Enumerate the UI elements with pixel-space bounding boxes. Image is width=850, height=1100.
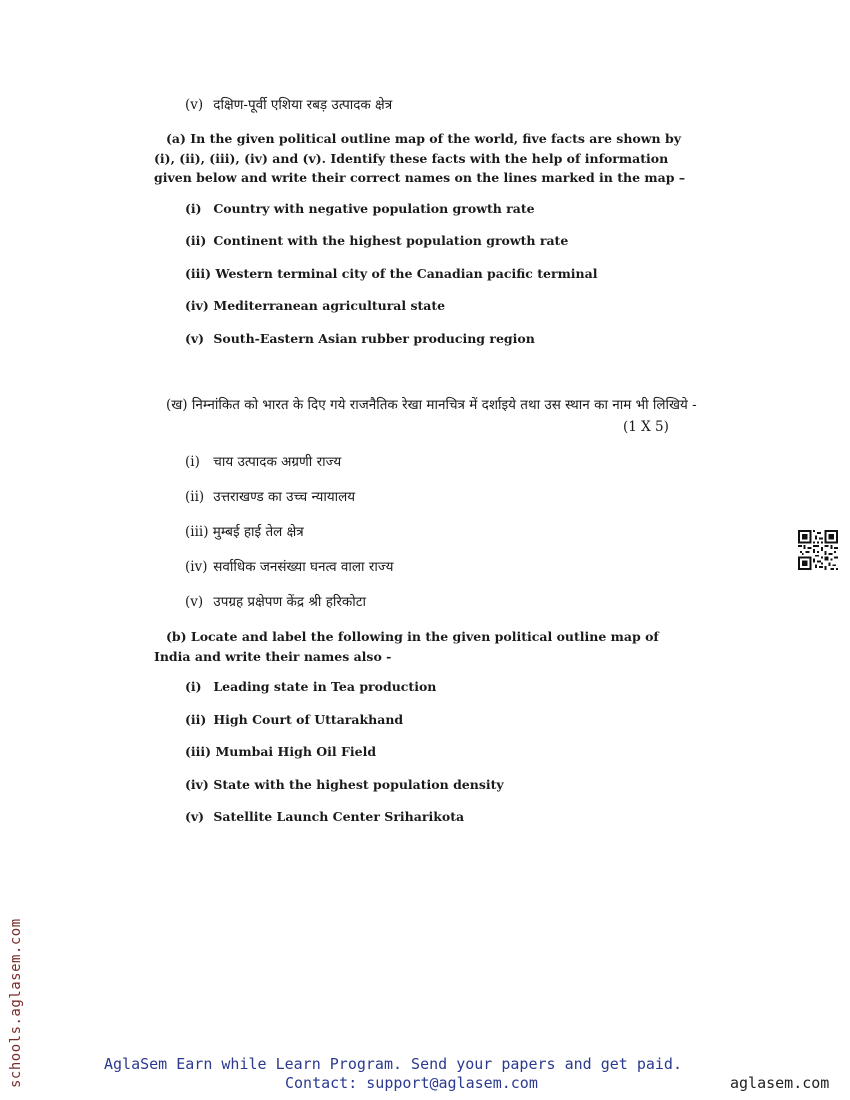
question-b-item [185,777,504,792]
footer-site-link[interactable]: aglasem.com [730,1074,830,1092]
marks-label: (1 X 5) [623,419,669,435]
item-text: Western terminal city of the Canadian pacific terminal [215,266,598,281]
question-kha-item [185,557,393,575]
item-number: (v) [185,594,204,610]
footer-banner: AglaSem Earn while Learn Program. Send your papers and get paid. [104,1055,682,1073]
item-text: दक्षिण-पूर्वी एशिया रबड़ उत्पादक क्षेत्र [213,97,393,113]
item-number: (iv) [185,559,208,575]
item-text: Country with negative population growth rate [213,201,535,216]
question-a-intro [154,129,699,188]
item-number: (i) [185,201,202,216]
question-a-intro-text: (a) In the given political outline map of the world, five facts are shown by (i), (ii), (iii), (iv) and (v). Identify these facts with the help of information given below and write their correct names on the lines marked in the map – [154,131,686,185]
question-kha-item [185,487,355,505]
item-text: Mediterranean agricultural state [213,298,446,313]
question-a-item [185,331,535,346]
item-number: (v) [185,97,204,113]
question-b-intro-text: (b) Locate and label the following in the given political outline map of India and write their names also - [154,629,659,664]
sidebar-url[interactable]: schools.aglasem.com [8,918,24,1088]
item-number: (i) [185,454,200,470]
item-text: उत्तराखण्ड का उच्च न्यायालय [213,489,356,505]
item-number: (iii) [185,524,209,540]
question-kha-intro [154,395,699,416]
qr-code-icon [798,530,838,570]
question-kha-intro-text: (ख) निम्नांकित को भारत के दिए गये राजनैतिक रेखा मानचित्र में दर्शाइये तथा उस स्थान का नाम भी लिखिये - [166,397,697,413]
item-text: Leading state in Tea production [213,679,437,694]
question-b-item [185,679,436,694]
question-b-intro [154,627,699,666]
question-b-item [185,712,403,727]
question-kha-item [185,452,341,470]
question-b-item [185,809,464,824]
item-number: (iv) [185,777,209,792]
item-number: (ii) [185,233,207,248]
item-number: (iii) [185,266,212,281]
item-text: Satellite Launch Center Sriharikota [213,809,465,824]
item-number: (ii) [185,712,207,727]
question-b-item [185,744,376,759]
item-number: (iv) [185,298,209,313]
item-number: (iii) [185,744,212,759]
item-number: (i) [185,679,202,694]
item-number: (v) [185,809,205,824]
item-text: उपग्रह प्रक्षेपण केंद्र श्री हरिकोटा [213,594,367,610]
item-text: State with the highest population density [213,777,504,792]
question-a-item [185,201,535,216]
item-text: Mumbai High Oil Field [215,744,377,759]
item-text: सर्वाधिक जनसंख्या घनत्व वाला राज्य [213,559,394,575]
question-kha-item [185,522,304,540]
question-a-item [185,266,598,281]
question-a-item [185,233,568,248]
item-number: (v) [185,331,205,346]
item-number: (ii) [185,489,205,505]
item-text: चाय उत्पादक अग्रणी राज्य [213,454,342,470]
item-text: High Court of Uttarakhand [213,712,404,727]
item-text: मुम्बई हाई तेल क्षेत्र [212,524,304,540]
hindi-item-top [185,95,392,113]
question-kha-item [185,592,366,610]
question-a-item [185,298,445,313]
footer-contact[interactable]: Contact: support@aglasem.com [285,1074,538,1092]
item-text: Continent with the highest population growth rate [213,233,569,248]
item-text: South-Eastern Asian rubber producing region [213,331,535,346]
